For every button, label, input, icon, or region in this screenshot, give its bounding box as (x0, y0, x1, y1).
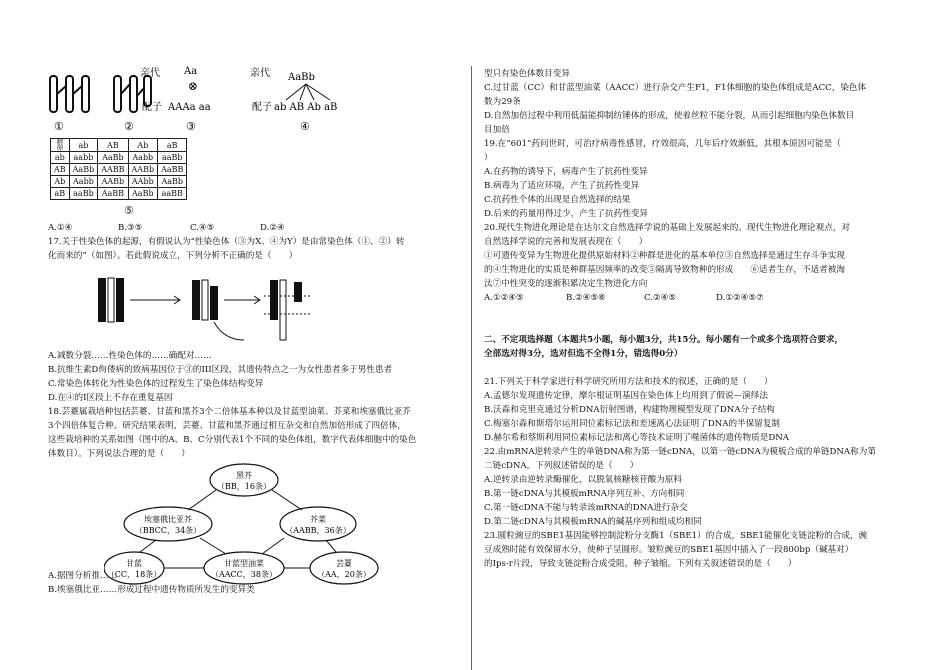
q18-option-a: A.据图分析推…… (48, 571, 118, 581)
cell: ab (51, 152, 70, 164)
q19-line: ） (484, 153, 493, 163)
cell: AABb (98, 176, 128, 188)
cell: AaBB (98, 188, 128, 200)
q18-line: 这些栽培种的关系如图（图中的A、B、C分别代表1个不同的染色体组，数字代表体细胞中的染色 (48, 435, 417, 445)
q21-option-a: A.孟德尔发现遗传定律，摩尔根证明基因在染色体上均用到了假说—演绎法 (484, 391, 768, 401)
q19-option-b: B.病毒为了适应环境，产生了抗药性变异 (484, 181, 640, 191)
parents-label-1: 亲代 (140, 68, 160, 79)
q20-option-c: C.②④⑤ (644, 293, 677, 303)
header-cell: aB (158, 139, 187, 152)
ganlan-info: （CC，18条） (106, 570, 162, 579)
cell: aabb (69, 152, 98, 164)
heijie-name: 黑芥 (236, 471, 252, 480)
q20-line: 自然选择学说的完善和发展表现在（ ） (484, 237, 648, 247)
q17-option-b: B.抗维生素D佝偻病的致病基因位于③的III区段，其遗传特点之一为女性患者多于男性患者 (48, 365, 393, 375)
q18-line: 体数目）。下列说法合理的是（ ） (48, 449, 190, 459)
q22-option-a: A.逆转录由逆转录酶催化，以脱氧核糖核苷酸为原料 (484, 475, 683, 485)
text-line: 目加倍 (484, 125, 510, 135)
punnett-row (51, 152, 187, 164)
q20-option-d: D.①②④⑤⑦ (716, 293, 764, 303)
gamete-label-2: 配子 (252, 102, 272, 113)
yuntai-name: 芸薹 (336, 559, 352, 568)
jiecai-name: 芥菜 (310, 515, 326, 524)
q21-option-c: C.梅塞尔森和斯塔尔运用同位素标记法和差速离心法证明了DNA的半保留复制 (484, 419, 781, 429)
self-cross-symbol: ⊗ (188, 79, 199, 93)
cell: AaBB (158, 164, 187, 176)
q20-option-b: B.②④⑤⑥ (566, 293, 606, 303)
cell: AAbb (128, 176, 158, 188)
figure-17-sex-chromosomes (74, 266, 334, 356)
youcai-name: 甘蓝型油菜 (224, 559, 264, 568)
youcai-info: （AACC，38条） (211, 570, 277, 579)
chromosome-pair-1 (50, 76, 89, 112)
fig-label-2: ② (124, 120, 134, 133)
cell: Aabb (69, 176, 98, 188)
q19-option-a: A.在药物的诱导下，病毒产生了抗药性变异 (484, 167, 648, 177)
genotype-aabb: AaBb (288, 72, 315, 83)
corner-egg: 卵 (56, 144, 64, 152)
gametes-1: AAAa aa (168, 102, 211, 113)
q20-line: 20.现代生物进化理论是在达尔文自然选择学说的基础上发展起来的。现代生物进化理论观点，对 (484, 223, 851, 233)
punnett-row (51, 164, 187, 176)
q17-line: 化而来的”（如图）。若此假说成立，下列分析不正确的是（ ） (48, 251, 298, 261)
text-line: 数为29条 (484, 97, 521, 107)
aisaie-name: 埃塞俄比亚芥 (144, 515, 192, 524)
q18-line: 18.芸薹属栽培种包括芸薹、甘蓝和黑芥3个二倍体基本种以及甘蓝型油菜、芥菜和埃塞俄比亚芥 (48, 407, 411, 417)
cell: aaBB (158, 188, 187, 200)
q16-option-c: C.④⑤ (190, 223, 215, 233)
cell: AB (51, 164, 70, 176)
cell: AABb (128, 164, 158, 176)
header-cell: Ab (128, 139, 158, 152)
section-2-heading: 二、不定项选择题（本题共5小题，每小题3分，共15分。每小题有一个或多个选项符合要求， (484, 335, 844, 345)
text-line: C.过甘蓝（CC）和甘蓝型油菜（AACC）进行杂交产生F1，F1体细胞的染色体组成是ACC，染色体 (484, 83, 867, 93)
q23-line: 的Ips-r片段，导致支链淀粉合成受阻，种子皱缩。下列有关叙述错误的是（ ） (484, 559, 797, 569)
q22-option-b: B.第一链cDNA与其模板mRNA序列互补、方向相同 (484, 489, 685, 499)
genotype-aa: Aa (184, 66, 198, 77)
q18-line: 3个四倍体复合种。研究结果表明，芸薹、甘蓝和黑芥通过相互杂交和自然加倍形成了四倍体， (48, 421, 406, 431)
q16-option-d: D.②④ (260, 223, 285, 233)
q20-line: 汰⑦中性突变的逐渐积累决定生物进化方向 (484, 279, 648, 289)
q19-line: 19.在“601”药问世时，可治疗病毒性感冒，疗效很高，几年后疗效渐低，其根本原因可能是（ (484, 139, 841, 149)
yuntai-info: （AA，20条） (317, 570, 371, 579)
gamete-arrows (286, 84, 330, 100)
q20-option-a: A.①②④⑤ (484, 293, 524, 303)
gamete-label-1: 配子 (142, 102, 162, 113)
punnett-square (50, 138, 187, 200)
punnett-header-row (51, 139, 187, 152)
q23-line: 豆成熟时能有效保留水分，使种子呈圆形。皱粒豌豆的SBE1基因中插入了一段800bp（碱基对） (484, 545, 854, 555)
q16-option-b: B.③⑤ (118, 223, 143, 233)
parents-label-2: 亲代 (250, 68, 270, 79)
q22-option-d: D.第二链cDNA与其模板mRNA的碱基序列和组成均相同 (484, 517, 702, 527)
cell: AaBb (158, 176, 187, 188)
cell: Aabb (128, 152, 158, 164)
cell: AABB (98, 164, 128, 176)
q18-option-b: B.埃塞俄比亚……形成过程中遗传物质所发生的变异类 (48, 585, 255, 595)
q19-option-c: C.抗药性个体的出现是自然选择的结果 (484, 195, 631, 205)
text-line: 型只有染色体数目变异 (484, 69, 570, 79)
cell: AaBb (98, 152, 128, 164)
punnett-row (51, 176, 187, 188)
cell: aaBb (158, 152, 187, 164)
q17-option-a: A.减数分裂……性染色体的……确配对…… (48, 351, 212, 361)
corner-sperm: 精 (56, 138, 64, 146)
q22-line: 22.由mRNA逆转录产生的单链DNA称为第一链cDNA，以第一链cDNA为模板合成的单链DNA称为第 (484, 447, 876, 457)
cell: Ab (51, 176, 70, 188)
ganlan-name: 甘蓝 (126, 559, 142, 568)
jiecai-info: （AABB，36条） (285, 526, 351, 535)
q16-option-a: A.①④ (48, 223, 73, 233)
cell: AaBb (69, 164, 98, 176)
column-divider (471, 66, 472, 670)
punnett-row (51, 188, 187, 200)
cell: aB (51, 188, 70, 200)
gametes-2: ab AB Ab aB (274, 102, 338, 113)
heijie-info: （BB，16条） (217, 482, 271, 491)
cell: aaBb (69, 188, 98, 200)
q22-option-c: C.第一链cDNA不能与转录该mRNA的DNA进行杂交 (484, 503, 688, 513)
figure-18-brassica-triangle (104, 462, 384, 588)
q23-line: 23.圆粒豌豆的SBE1基因能够控制淀粉分支酶1（SBE1）的合成，SBE1能催化支链淀粉的合成，豌 (484, 531, 868, 541)
q21-option-d: D.赫尔希和蔡斯利用同位素标记法和离心等技术证明了噬菌体的遗传物质是DNA (484, 433, 789, 443)
fig-label-1: ① (54, 120, 64, 133)
header-cell: ab (69, 139, 98, 152)
q21-option-b: B.沃森和克里克通过分析DNA衍射图谱，构建物理模型发现了DNA分子结构 (484, 405, 775, 415)
aisaie-info: （BBCC，34条） (134, 526, 202, 535)
q21-line: 21.下列关于科学家进行科学研究所用方法和技术的叙述，正确的是（ ） (484, 377, 773, 387)
q20-line: 的④生物进化的实质是种群基因频率的改变⑤隔离导致物种的形成 ⑥适者生存，不适者被淘 (484, 265, 845, 275)
q20-line: ①可遗传变异为生物进化提供原始材料②种群是进化的基本单位③自然选择是通过生存斗争实现 (484, 251, 845, 261)
fig-label-4: ④ (300, 120, 310, 133)
section-2-heading: 全部选对得3分，选对但选不全得1分，错选得0分） (484, 349, 683, 359)
q17-option-d: D.在④的I区段上不存在重复基因 (48, 393, 173, 403)
header-cell: AB (98, 139, 128, 152)
q22-line: 二链cDNA。下列叙述错误的是（ ） (484, 461, 639, 471)
q17-line: 17.关于性染色体的起源，有假说认为“性染色体（③为X、④为Y）是由常染色体（①、②）转 (48, 237, 405, 247)
fig-label-5: ⑤ (124, 204, 134, 217)
figure-16-chromosomes (44, 60, 374, 138)
fig-label-3: ③ (186, 120, 196, 133)
q19-option-d: D.后来的药量用得过少，产生了抗药性变异 (484, 209, 649, 219)
cell: AaBb (128, 188, 158, 200)
text-line: D.自然加倍过程中利用低温能抑制纺锤体的形成，使着丝粒不能分裂，从而引起细胞内染色体数目 (484, 111, 855, 121)
q17-option-c: C.常染色体转化为性染色体的过程发生了染色体结构变异 (48, 379, 264, 389)
